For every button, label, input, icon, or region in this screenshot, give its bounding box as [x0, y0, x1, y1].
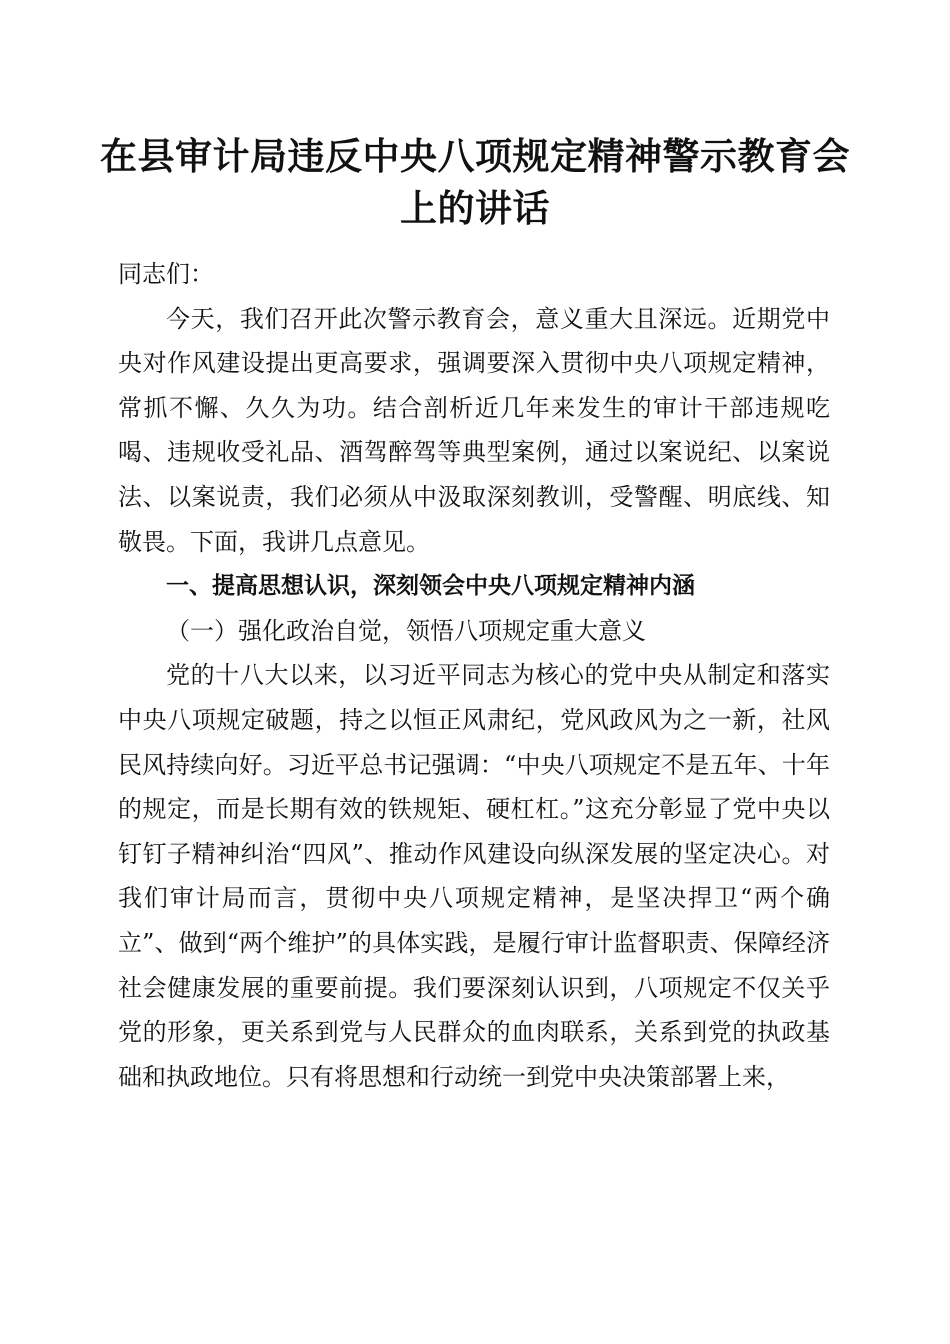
section-heading-1: 一、提高思想认识，深刻领会中央八项规定精神内涵 [166, 573, 695, 600]
document-body [118, 252, 830, 1099]
body-paragraph-1: 党的十八大以来，以习近平同志为核心的党中央从制定和落实中央八项规定破题，持之以恒正风肃纪，党风政风为之一新，社风民风持续向好。习近平总书记强调：“中央八项规定不是五年、十年的规定，而是长期有效的铁规矩、硬杠杠。”这充分彰显了党中央以钉钉子精神纠治“四风”、推动作风建设向纵深发展的坚定决心。对我们审计局而言，贯彻中央八项规定精神，是坚决捍卫“两个确立”、做到“两个维护”的具体实践，是履行审计监督职责、保障经济社会健康发展的重要前提。我们要深刻认识到，八项规定不仅关乎党的形象，更关系到党与人民群众的血肉联系，关系到党的执政基础和执政地位。只有将思想和行动统一到党中央决策部署上来， [118, 661, 830, 1091]
subsection-heading-1: （一）强化政治自觉，领悟八项规定重大意义 [166, 616, 646, 645]
salutation: 同志们： [118, 260, 214, 288]
intro-paragraph: 今天，我们召开此次警示教育会，意义重大且深远。近期党中央对作风建设提出更高要求，强调要深入贯彻中央八项规定精神，常抓不懈、久久为功。结合剖析近几年来发生的审计干部违规吃喝、违规收受礼品、酒驾醉驾等典型案例，通过以案说纪、以案说法、以案说责，我们必须从中汲取深刻教训，受警醒、明底线、知敬畏。下面，我讲几点意见。 [118, 304, 830, 556]
document-title: 在县审计局违反中央八项规定精神警示教育会上的讲话 [100, 134, 850, 230]
